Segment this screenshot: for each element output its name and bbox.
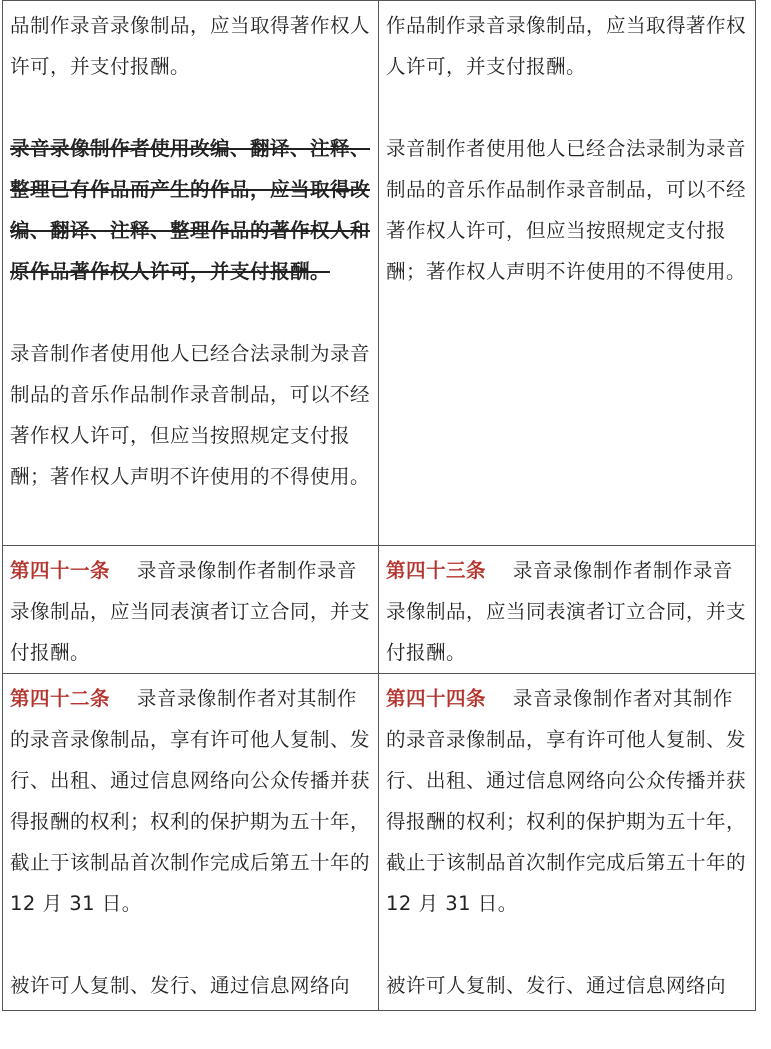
new-version-cell xyxy=(379,1,756,546)
paragraph: 品制作录音录像制品，应当取得著作权人许可，并支付报酬。 xyxy=(10,14,371,78)
article-paragraph xyxy=(10,550,372,673)
article-number: 第四十四条 xyxy=(386,687,487,710)
paragraph: 录音制作者使用他人已经合法录制为录音制品的音乐作品制作录音制品，可以不经著作权人许可，但应当按照规定支付报酬；著作权人声明不许使用的不得使用。 xyxy=(386,137,747,283)
article-number: 第四十三条 xyxy=(386,559,487,582)
article-text: 录音录像制作者制作录音录像制品，应当同表演者订立合同，并支付报酬。 xyxy=(386,559,747,664)
article-text: 录音录像制作者制作录音录像制品，应当同表演者订立合同，并支付报酬。 xyxy=(10,559,371,664)
old-version-cell xyxy=(3,674,379,1011)
old-version-cell xyxy=(3,1,379,546)
article-paragraph xyxy=(10,678,372,924)
article-number: 第四十二条 xyxy=(10,687,111,710)
new-version-cell xyxy=(379,674,756,1011)
article-number: 第四十一条 xyxy=(10,559,111,582)
article-paragraph xyxy=(386,678,749,924)
deleted-paragraph: 录音录像制作者使用改编、翻译、注释、整理已有作品而产生的作品，应当取得改编、翻译、注释、整理作品的著作权人和原作品著作权人许可，并支付报酬。 xyxy=(10,137,371,283)
paragraph: 被许可人复制、发行、通过信息网络向 xyxy=(386,974,727,997)
table-row xyxy=(3,674,756,1011)
old-version-cell xyxy=(3,546,379,674)
article-text: 录音录像制作者对其制作的录音录像制品，享有许可他人复制、发行、出租、通过信息网络向公众传播并获得报酬的权利；权利的保护期为五十年，截止于该制品首次制作完成后第五十年的 12 月 31 日。 xyxy=(10,687,371,915)
table-row xyxy=(3,1,756,546)
table-row xyxy=(3,546,756,674)
article-text: 录音录像制作者对其制作的录音录像制品，享有许可他人复制、发行、出租、通过信息网络向公众传播并获得报酬的权利；权利的保护期为五十年，截止于该制品首次制作完成后第五十年的 12 月 31 日。 xyxy=(386,687,747,915)
new-version-cell xyxy=(379,546,756,674)
paragraph: 作品制作录音录像制品，应当取得著作权人许可，并支付报酬。 xyxy=(386,14,747,78)
comparison-table xyxy=(2,0,756,1011)
article-paragraph xyxy=(386,550,749,673)
paragraph: 录音制作者使用他人已经合法录制为录音制品的音乐作品制作录音制品，可以不经著作权人许可，但应当按照规定支付报酬；著作权人声明不许使用的不得使用。 xyxy=(10,342,371,488)
paragraph: 被许可人复制、发行、通过信息网络向 xyxy=(10,974,351,997)
